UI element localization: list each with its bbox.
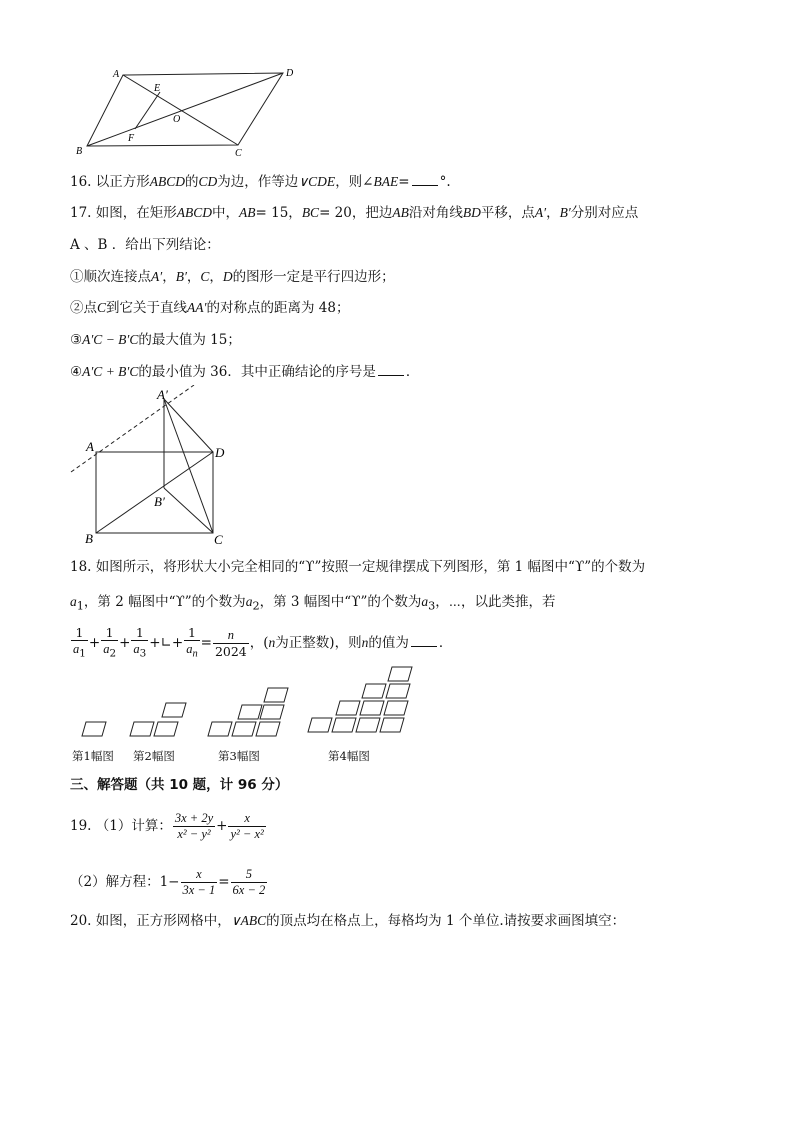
parallelogram-figure xyxy=(70,62,300,162)
text: ”的个数为 xyxy=(360,594,422,610)
text: a xyxy=(186,642,193,656)
text: 2 xyxy=(252,599,260,613)
text: B′ xyxy=(559,205,571,220)
question-18-line1 xyxy=(70,558,645,576)
text: 为正整数)，则 xyxy=(275,634,362,651)
label-c: C xyxy=(214,532,223,547)
text: 如图所示，将形状大小完全相同的“ xyxy=(95,559,306,575)
shape xyxy=(388,667,412,681)
label-c: C xyxy=(235,148,242,159)
question-number: 20. xyxy=(70,913,92,929)
q16-triangle: ∨CDE xyxy=(298,174,336,189)
text: 1 xyxy=(76,599,84,613)
text: 中， xyxy=(212,205,240,221)
shape xyxy=(308,718,332,732)
shape xyxy=(162,703,186,717)
numerator: n xyxy=(213,628,249,644)
q16-side: CD xyxy=(198,174,218,189)
diagonal-bd xyxy=(96,452,213,533)
question-20 xyxy=(70,912,625,930)
text: ∨ABC xyxy=(230,913,267,928)
fraction xyxy=(228,811,265,842)
text: A′ xyxy=(534,205,547,220)
caption-figure-4: 第4幅图 xyxy=(328,749,370,763)
text: ①顺次连接点 xyxy=(70,269,151,285)
pattern-figure xyxy=(68,662,428,742)
answer-blank[interactable] xyxy=(378,362,404,376)
fraction xyxy=(101,625,118,662)
conclusion-2 xyxy=(70,299,349,317)
caption-figure-1: 第1幅图 xyxy=(72,749,114,763)
text: BD xyxy=(462,205,481,220)
text: ，第 2 幅图中“ xyxy=(83,594,176,610)
text: a xyxy=(133,642,140,656)
conclusion-4 xyxy=(70,362,419,381)
q16-text: 的 xyxy=(185,174,199,190)
fraction xyxy=(181,867,218,898)
answer-blank[interactable] xyxy=(412,172,438,186)
shape xyxy=(336,701,360,715)
numerator: 1 xyxy=(101,625,118,641)
text: n xyxy=(361,634,369,650)
figure-1-shapes xyxy=(82,722,106,736)
text: + xyxy=(216,818,228,834)
shape-symbol: ϒ xyxy=(175,594,185,610)
text: AB xyxy=(392,205,409,220)
denominator: y² − x² xyxy=(230,827,264,841)
conclusion-3 xyxy=(70,331,241,349)
fraction xyxy=(213,628,249,659)
shape xyxy=(208,722,232,736)
text: + xyxy=(119,634,131,651)
label-e: E xyxy=(154,83,161,94)
text: a xyxy=(70,594,77,609)
label-d: D xyxy=(215,445,225,460)
text: A′C + B′C xyxy=(82,364,139,379)
label-a: A xyxy=(113,69,120,80)
text: ②点 xyxy=(70,300,97,316)
denominator: 6x − 2 xyxy=(232,883,266,897)
q16-angle: BAE xyxy=(373,174,399,189)
q16-eq: = xyxy=(398,174,410,190)
numerator: 1 xyxy=(131,625,148,641)
q16-text: ，则∠ xyxy=(335,174,374,190)
text: ，( xyxy=(249,634,269,651)
question-number: 19. xyxy=(70,818,92,834)
text: 到它关于直线 xyxy=(106,300,188,316)
question-17-line2: A 、B ．给出下列结论： xyxy=(70,237,220,253)
fraction xyxy=(173,811,215,842)
shape xyxy=(386,684,410,698)
conclusion-1 xyxy=(70,268,395,286)
numerator: 5 xyxy=(231,867,268,883)
text: a xyxy=(73,642,80,656)
text: ”按照一定规律摆成下列图形，第 1 幅图中“ xyxy=(314,559,575,575)
text: 平移，点 xyxy=(480,205,535,221)
text: ， xyxy=(209,269,223,285)
text: 的图形一定是平行四边形； xyxy=(232,269,395,285)
denominator: 3x − 1 xyxy=(182,883,216,897)
text: ③ xyxy=(70,332,83,348)
text: 的对称点的距离为 48； xyxy=(206,300,350,316)
numerator: 1 xyxy=(71,625,88,641)
text: = xyxy=(218,874,230,890)
text: 的值为 xyxy=(368,634,409,651)
label-f: F xyxy=(128,133,135,144)
q16-text: 为边，作等边 xyxy=(217,174,299,190)
text: ”的个数为 xyxy=(184,594,246,610)
question-16 xyxy=(70,172,451,191)
shape xyxy=(232,722,256,736)
shape xyxy=(356,718,380,732)
shape-symbol: ϒ xyxy=(574,559,585,575)
question-number: 17. xyxy=(70,205,92,221)
shape xyxy=(264,688,288,702)
text: B′ xyxy=(175,269,187,284)
text: = 20，把边 xyxy=(319,205,393,221)
fraction xyxy=(231,867,268,898)
question-number: 18. xyxy=(70,559,92,575)
text: 3 xyxy=(139,647,147,660)
denominator xyxy=(101,641,118,662)
text: ， xyxy=(186,269,201,285)
shape xyxy=(360,701,384,715)
question-number: 16. xyxy=(70,174,92,190)
text: 3 xyxy=(428,599,436,613)
text: ， xyxy=(546,205,560,221)
question-19-part2 xyxy=(70,864,268,900)
text: 如图，正方形网格中， xyxy=(95,913,231,929)
text: （1）计算： xyxy=(95,818,172,834)
shape xyxy=(256,722,280,736)
text: 1− xyxy=(159,874,180,890)
text: a xyxy=(421,594,429,609)
answer-blank[interactable] xyxy=(411,633,437,647)
text: = 15， xyxy=(255,205,302,221)
question-18-formula xyxy=(70,625,452,662)
label-b-prime: B′ xyxy=(154,494,165,509)
text: C xyxy=(97,300,107,315)
label-a: A xyxy=(86,439,94,454)
text: （2）解方程： xyxy=(70,874,160,890)
numerator: x xyxy=(228,811,265,827)
denominator xyxy=(131,641,148,662)
text: ， xyxy=(162,269,176,285)
label-b: B xyxy=(85,531,93,546)
text: ABCD xyxy=(176,205,213,220)
denominator: x² − y² xyxy=(177,827,211,841)
denominator xyxy=(184,641,199,662)
figure-2-shapes xyxy=(130,703,186,736)
rectangle-figure xyxy=(66,385,236,547)
shape xyxy=(380,718,404,732)
text: AA′ xyxy=(187,300,207,315)
shape xyxy=(238,705,262,719)
text: ，⋯，以此类推，若 xyxy=(435,594,556,610)
text: A′C − B′C xyxy=(82,332,139,347)
text: 2 xyxy=(109,647,117,660)
label-a-prime: A′ xyxy=(157,387,168,402)
text: 分别对应点 xyxy=(570,205,639,221)
text: ． xyxy=(438,634,453,651)
q16-degree: °. xyxy=(439,174,451,190)
caption-figure-3: 第3幅图 xyxy=(218,749,260,763)
text: ． xyxy=(405,364,420,380)
fraction xyxy=(71,625,88,662)
shape-symbol: ϒ xyxy=(305,559,315,575)
text: ”的个数为 xyxy=(584,559,646,575)
text: 的最大值为 15； xyxy=(138,332,241,348)
text: = xyxy=(200,634,212,651)
question-18-line2 xyxy=(70,593,555,616)
text: A′ xyxy=(151,269,163,284)
text: ，第 3 幅图中“ xyxy=(259,594,352,610)
diagonal-bd xyxy=(87,73,283,146)
shape xyxy=(154,722,178,736)
figure-3-shapes xyxy=(208,688,288,736)
segment-a-prime-d xyxy=(164,399,213,452)
fraction xyxy=(131,625,148,662)
question-19-part1 xyxy=(70,808,267,844)
fraction xyxy=(184,625,199,662)
question-17-line1 xyxy=(70,204,638,222)
text: a xyxy=(245,594,253,609)
q16-text: 以正方形 xyxy=(95,174,150,190)
shape xyxy=(362,684,386,698)
text: ④ xyxy=(70,364,83,380)
shape xyxy=(260,705,284,719)
caption-figure-2: 第2幅图 xyxy=(133,749,175,763)
text: 如图，在矩形 xyxy=(95,205,177,221)
line-aa-prime xyxy=(71,385,194,472)
text: 1 xyxy=(79,647,86,660)
shape xyxy=(384,701,408,715)
segment-b-prime-c xyxy=(164,488,213,533)
text: 的最小值为 36．其中正确结论的序号是 xyxy=(138,364,376,380)
text: D xyxy=(222,269,233,284)
numerator: x xyxy=(181,867,218,883)
shape xyxy=(82,722,106,736)
text: n xyxy=(268,634,276,650)
text: 的顶点均在格点上，每格均为 1 个单位.请按要求画图填空： xyxy=(266,913,626,929)
text: AB xyxy=(239,205,256,220)
denominator: 2024 xyxy=(214,643,247,659)
figure-4-shapes xyxy=(308,667,412,732)
q16-square: ABCD xyxy=(149,174,186,189)
text: a xyxy=(103,642,110,656)
text: n xyxy=(192,648,198,660)
label-d: D xyxy=(286,68,294,79)
shape xyxy=(130,722,154,736)
numerator: 3x + 2y xyxy=(174,811,214,825)
segment-a-prime-c xyxy=(164,399,213,533)
numerator: 1 xyxy=(184,625,199,641)
text: BC xyxy=(301,205,320,220)
label-o: O xyxy=(173,114,181,125)
text: +∟+ xyxy=(149,634,184,651)
text: 沿对角线 xyxy=(408,205,463,221)
text: C xyxy=(200,269,210,284)
text: + xyxy=(88,634,101,651)
label-b: B xyxy=(76,146,83,157)
shape xyxy=(332,718,356,732)
diagonal-ac xyxy=(123,75,238,145)
shape-symbol: ϒ xyxy=(351,594,361,610)
denominator xyxy=(71,641,88,662)
section-heading: 三、解答题（共 10 题，计 96 分） xyxy=(70,777,289,793)
